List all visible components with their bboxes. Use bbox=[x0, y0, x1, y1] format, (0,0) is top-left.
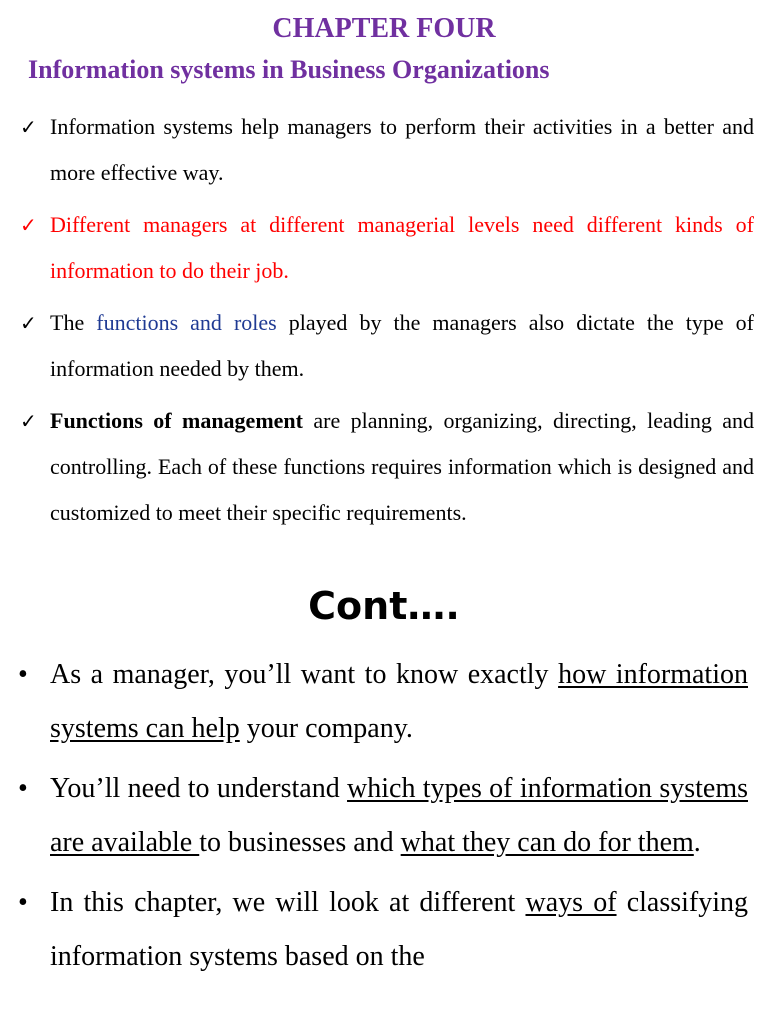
functions-and-roles-highlight: functions and roles bbox=[96, 310, 277, 335]
bullet-text-middle: to businesses and bbox=[199, 827, 401, 858]
cont-heading: Cont…. bbox=[308, 584, 460, 628]
bullet-list bbox=[18, 648, 748, 990]
checkmark-icon: ✓ bbox=[20, 115, 37, 139]
check-item-2 bbox=[20, 202, 754, 294]
bullet-item-3 bbox=[18, 876, 748, 984]
chapter-subtitle: Information systems in Business Organizations bbox=[28, 55, 550, 84]
bullet-item-2 bbox=[18, 762, 748, 870]
bullet-text-before: In this chapter, we will look at different bbox=[50, 887, 526, 918]
chapter-title: CHAPTER FOUR bbox=[272, 13, 496, 44]
check-item-text-after: are planning, organizing, directing, leading and controlling. Each of these functions requires information which is designed and customized to meet their specific requirements. bbox=[50, 408, 754, 525]
check-item-4 bbox=[20, 398, 754, 536]
functions-of-management-term: Functions of management bbox=[50, 408, 303, 433]
bullet-text-before: As a manager, you’ll want to know exactly bbox=[50, 659, 559, 690]
bullet-icon: • bbox=[18, 887, 28, 918]
bullet-underlined-text-1: which types of information systems are available bbox=[50, 773, 748, 858]
bullet-underlined-text: how information systems can help bbox=[50, 659, 748, 744]
check-item-1 bbox=[20, 104, 754, 196]
checkmark-icon: ✓ bbox=[20, 213, 37, 237]
checkmark-icon: ✓ bbox=[20, 409, 37, 433]
checkmark-icon: ✓ bbox=[20, 311, 37, 335]
check-item-3 bbox=[20, 300, 754, 392]
bullet-underlined-text-2: what they can do for them bbox=[400, 827, 694, 858]
check-item-text: Information systems help managers to perform their activities in a better and more effective way. bbox=[50, 114, 754, 185]
checkmark-list bbox=[20, 104, 754, 542]
bullet-text-after: your company. bbox=[239, 713, 413, 744]
bullet-icon: • bbox=[18, 773, 28, 804]
check-item-text: Different managers at different managerial levels need different kinds of information to do their job. bbox=[50, 212, 754, 283]
bullet-text-after: classifying information systems based on the bbox=[50, 887, 749, 972]
bullet-text-before: You’ll need to understand bbox=[50, 773, 348, 804]
check-item-text-before: The bbox=[50, 310, 97, 335]
bullet-underlined-text: ways of bbox=[525, 887, 617, 918]
check-item-text-after: played by the managers also dictate the type of information needed by them. bbox=[50, 310, 755, 381]
bullet-icon: • bbox=[18, 659, 28, 690]
bullet-text-after: . bbox=[693, 827, 701, 858]
bullet-item-1 bbox=[18, 648, 748, 756]
